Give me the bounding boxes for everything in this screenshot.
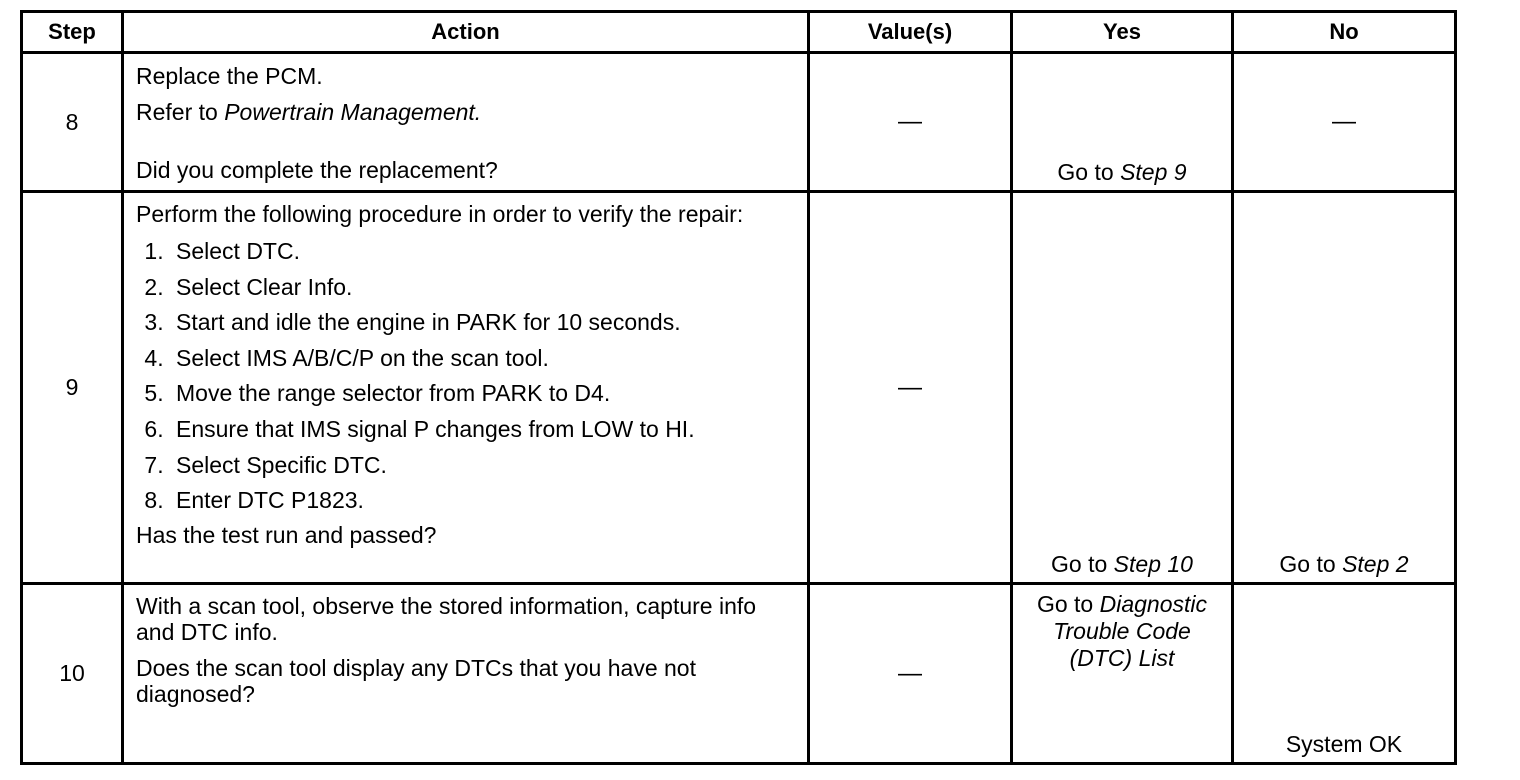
value-cell: —: [809, 192, 1012, 584]
yes-link: Step 10: [1113, 551, 1193, 577]
yes-link: Diagnostic Trouble Code (DTC) List: [1053, 591, 1208, 671]
yes-prefix: Go to: [1057, 159, 1121, 185]
yes-cell: [1012, 584, 1233, 764]
reference-prefix: Refer to: [136, 99, 225, 125]
value-cell: —: [809, 584, 1012, 764]
action-intro: Perform the following procedure in order to verify the repair:: [136, 201, 744, 227]
step-number: 10: [22, 584, 123, 764]
reference-title: Powertrain: [224, 99, 335, 125]
list-item: 2. Select Clear Info.: [170, 270, 797, 306]
header-action: Action: [123, 12, 809, 53]
list-item: 7. Select Specific DTC.: [170, 448, 797, 484]
list-item: 4. Select IMS A/B/C/P on the scan tool.: [170, 341, 797, 377]
list-item: 5. Move the range selector from PARK to D4.: [170, 376, 797, 412]
table-row: [22, 192, 1456, 584]
action-cell: [123, 584, 809, 764]
list-item: 6. Ensure that IMS signal P changes from LOW to HI.: [170, 412, 797, 448]
yes-link: Step 9: [1120, 159, 1187, 185]
no-cell: System OK: [1233, 584, 1456, 764]
action-cell: [123, 53, 809, 192]
action-reference: [136, 98, 797, 126]
yes-prefix: Go to: [1051, 551, 1114, 577]
action-question: Has the test run and passed?: [136, 521, 437, 548]
value-cell: —: [809, 53, 1012, 192]
reference-title-suffix: Management.: [334, 99, 482, 125]
header-yes: Yes: [1012, 12, 1233, 53]
list-item: 1. Select DTC.: [170, 234, 797, 270]
table-row: [22, 584, 1456, 764]
yes-cell: [1012, 53, 1233, 192]
no-cell: —: [1233, 53, 1456, 192]
header-step: Step: [22, 12, 123, 53]
action-question: Did you complete the replacement?: [136, 157, 498, 183]
no-prefix: Go to: [1279, 551, 1343, 577]
header-no: No: [1233, 12, 1456, 53]
action-line: Replace the PCM.: [136, 63, 323, 89]
header-values: Value(s): [809, 12, 1012, 53]
action-question: Does the scan tool display any DTCs that you have not diagnosed?: [136, 655, 696, 707]
yes-cell: [1012, 192, 1233, 584]
table-row: [22, 53, 1456, 192]
no-link: Step 2: [1342, 551, 1409, 577]
action-intro: With a scan tool, observe the stored information, capture info and DTC info.: [136, 593, 757, 645]
header-row: [22, 12, 1456, 53]
procedure-list: [136, 234, 797, 519]
diagnostic-table: [20, 10, 1457, 765]
step-number: 9: [22, 192, 123, 584]
list-item: 8. Enter DTC P1823.: [170, 483, 797, 519]
no-cell: [1233, 192, 1456, 584]
list-item: 3. Start and idle the engine in PARK for 10 seconds.: [170, 305, 797, 341]
action-cell: [123, 192, 809, 584]
yes-prefix: Go to: [1036, 591, 1100, 617]
step-number: 8: [22, 53, 123, 192]
